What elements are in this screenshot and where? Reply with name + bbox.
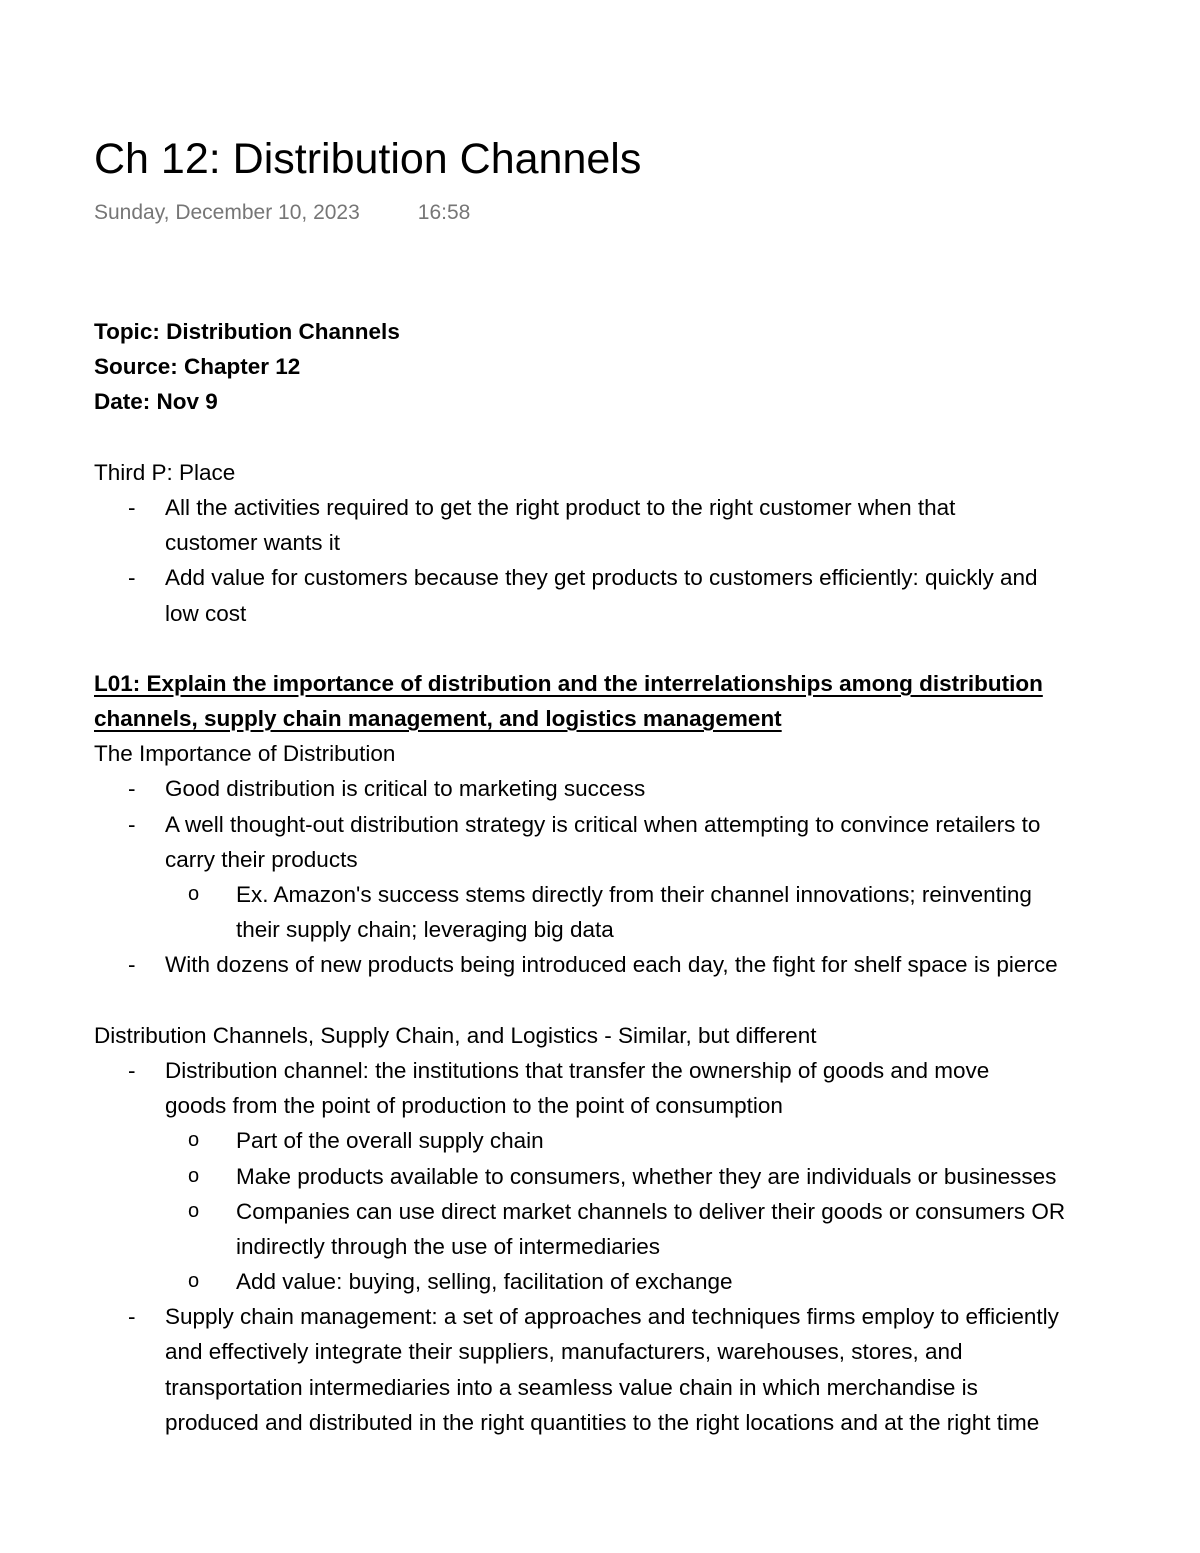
subheading-importance: The Importance of Distribution: [94, 741, 396, 767]
blank-line: [94, 983, 1200, 1018]
list-item: - Distribution channel: the institutions that transfer the ownership of goods and move goods from the point of production to the point of consumption: [94, 1053, 1200, 1123]
circle-bullet: o: [188, 1270, 200, 1293]
section-heading-channels: Distribution Channels, Supply Chain, and Logistics - Similar, but different: [94, 1022, 817, 1048]
sub-list-item: o Make products available to consumers, whether they are individuals or businesses: [94, 1159, 1200, 1194]
learning-objective-heading: L01: Explain the importance of distribution and the interrelationships among distribution: [94, 670, 1043, 696]
date-line: Date: Nov 9: [94, 389, 218, 415]
page-timestamp: [94, 200, 470, 226]
list-item: - Add value for customers because they get products to customers efficiently: quickly and low cost: [94, 560, 1200, 630]
circle-bullet: o: [188, 1199, 200, 1222]
sub-list-item: o Add value: buying, selling, facilitation of exchange: [94, 1264, 1200, 1299]
sub-list-item: o Companies can use direct market channels to deliver their goods or consumers OR indirectly through the use of intermediaries: [94, 1194, 1200, 1264]
blank-line: [94, 631, 1200, 666]
dash-bullet: -: [128, 494, 136, 520]
page-time: 16:58: [417, 201, 471, 224]
learning-objective-heading-cont: channels, supply chain management, and logistics management: [94, 706, 782, 732]
blank-line: [94, 420, 1200, 455]
note-body: [94, 314, 1200, 1440]
circle-bullet: o: [188, 1129, 200, 1152]
dash-bullet: -: [128, 565, 136, 591]
source-line: Source: Chapter 12: [94, 354, 301, 380]
dash-bullet: -: [128, 952, 136, 978]
list-item: - Supply chain management: a set of approaches and techniques firms employ to efficiently and effectively integrate their suppliers, manufacturers, warehouses, stores, and transportation intermediaries into a seamless value chain in which merchandise is produced and distributed in the right quantities to the right locations and at the right time: [94, 1299, 1200, 1440]
list-item: - All the activities required to get the right product to the right customer when that customer wants it: [94, 490, 1200, 560]
page-title: Ch 12: Distribution Channels: [94, 135, 642, 183]
dash-bullet: -: [128, 811, 136, 837]
section-heading-place: Third P: Place: [94, 459, 236, 485]
list-item: - Good distribution is critical to marketing success: [94, 771, 1200, 806]
dash-bullet: -: [128, 1057, 136, 1083]
circle-bullet: o: [188, 883, 200, 905]
sub-list-item: o Part of the overall supply chain: [94, 1123, 1200, 1158]
page-date: Sunday, December 10, 2023: [94, 201, 360, 224]
dash-bullet: -: [128, 776, 136, 802]
list-item: - With dozens of new products being introduced each day, the fight for shelf space is pierce: [94, 947, 1200, 982]
topic-line: Topic: Distribution Channels: [94, 319, 400, 344]
list-item: - A well thought-out distribution strategy is critical when attempting to convince retailers to carry their products: [94, 807, 1200, 877]
sub-list-item: o Ex. Amazon's success stems directly from their channel innovations; reinventing their supply chain; leveraging big data: [94, 877, 1200, 947]
circle-bullet: o: [188, 1164, 200, 1187]
dash-bullet: -: [128, 1304, 136, 1330]
